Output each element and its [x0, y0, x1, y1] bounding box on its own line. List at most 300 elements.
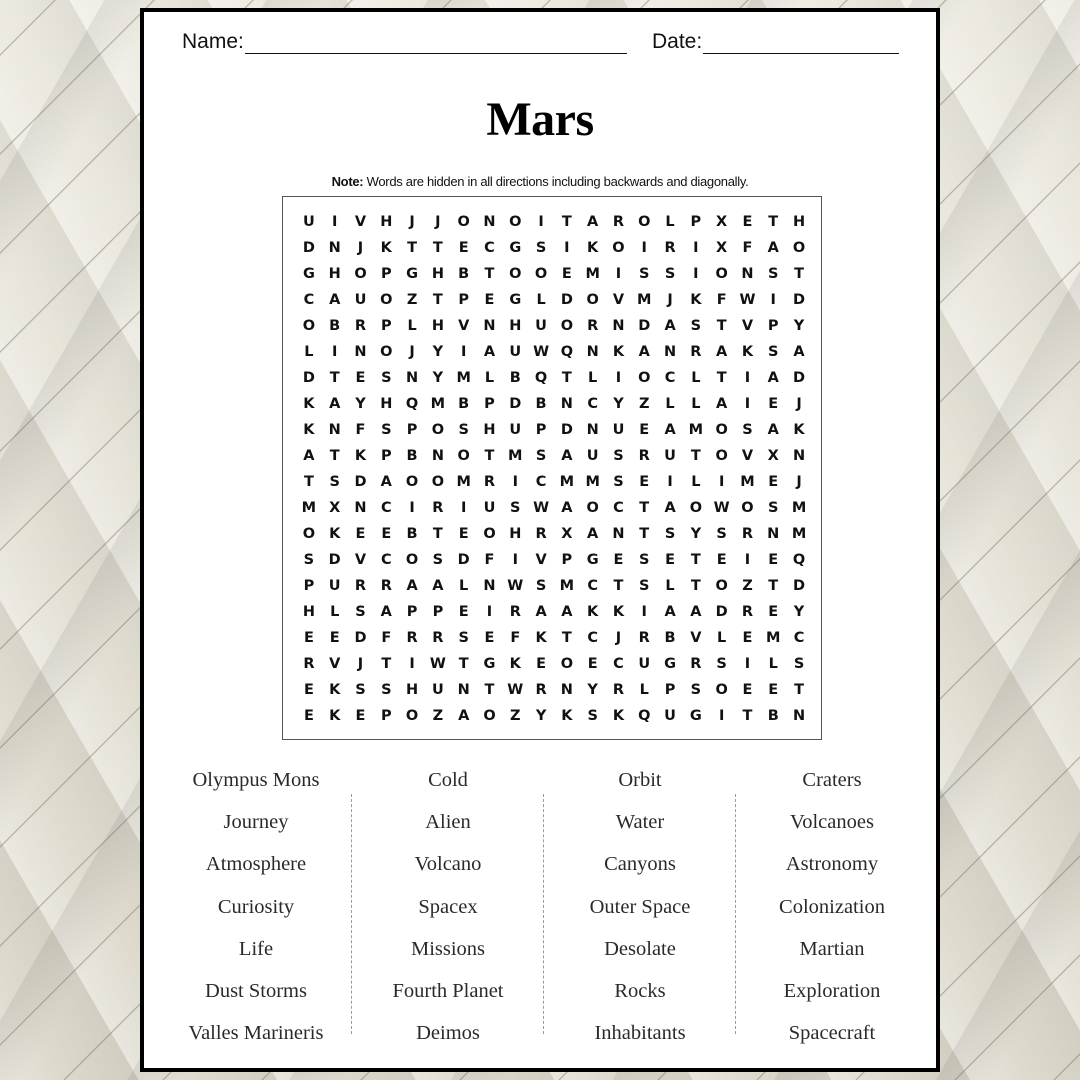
grid-cell[interactable]: S	[664, 526, 676, 542]
grid-cell[interactable]: D	[302, 370, 315, 386]
grid-cell[interactable]: R	[406, 630, 418, 646]
grid-cell[interactable]: M	[791, 526, 807, 542]
grid-cell[interactable]: E	[381, 526, 392, 542]
grid-cell[interactable]: D	[457, 552, 470, 568]
grid-cell[interactable]: T	[484, 448, 495, 464]
grid-cell[interactable]: T	[690, 552, 701, 568]
grid-cell[interactable]: K	[587, 240, 599, 256]
grid-cell[interactable]: C	[380, 552, 392, 568]
grid-cell[interactable]: I	[718, 708, 725, 724]
grid-cell[interactable]: M	[585, 474, 600, 490]
grid-cell[interactable]: U	[483, 500, 496, 516]
grid-cell[interactable]: Z	[742, 578, 753, 594]
grid-cell[interactable]: L	[536, 292, 546, 308]
grid-cell[interactable]: E	[458, 526, 469, 542]
grid-cell[interactable]: T	[381, 656, 392, 672]
grid-cell[interactable]: N	[406, 370, 419, 386]
grid-cell[interactable]: E	[639, 422, 650, 438]
name-field[interactable]	[182, 30, 627, 54]
grid-cell[interactable]: E	[329, 630, 340, 646]
grid-cell[interactable]: Z	[639, 396, 650, 412]
grid-cell[interactable]: R	[612, 682, 625, 698]
grid-cell[interactable]: K	[380, 240, 392, 256]
grid-cell[interactable]: A	[793, 344, 805, 360]
grid-cell[interactable]: O	[560, 656, 574, 672]
grid-cell[interactable]: N	[328, 240, 341, 256]
grid-cell[interactable]: H	[328, 266, 341, 282]
grid-cell[interactable]: C	[613, 500, 624, 516]
grid-cell[interactable]: N	[663, 344, 677, 360]
grid-cell[interactable]: U	[612, 422, 625, 438]
grid-cell[interactable]: B	[406, 526, 418, 542]
grid-cell[interactable]: K	[690, 292, 702, 308]
grid-cell[interactable]: L	[768, 656, 778, 672]
grid-cell[interactable]: S	[664, 266, 676, 282]
grid-cell[interactable]: H	[792, 214, 806, 230]
grid-cell[interactable]: K	[612, 708, 625, 724]
grid-cell[interactable]: O	[483, 526, 496, 542]
grid-cell[interactable]: I	[331, 214, 338, 230]
grid-cell[interactable]: E	[458, 604, 469, 620]
grid-cell[interactable]: O	[638, 214, 651, 230]
grid-cell[interactable]: I	[744, 396, 751, 412]
grid-cell[interactable]: L	[484, 370, 495, 386]
grid-cell[interactable]: K	[587, 604, 599, 620]
grid-cell[interactable]: S	[613, 474, 624, 490]
grid-cell[interactable]: O	[586, 500, 599, 516]
grid-cell[interactable]: K	[329, 682, 341, 698]
grid-cell[interactable]: X	[716, 214, 728, 230]
grid-cell[interactable]: V	[329, 656, 341, 672]
grid-cell[interactable]: D	[793, 292, 806, 308]
grid-cell[interactable]: J	[409, 344, 415, 360]
grid-cell[interactable]: D	[638, 318, 651, 334]
grid-cell[interactable]: I	[744, 656, 751, 672]
grid-cell[interactable]: K	[612, 604, 625, 620]
grid-cell[interactable]: M	[508, 448, 523, 464]
grid-cell[interactable]: D	[509, 396, 522, 412]
grid-cell[interactable]: C	[613, 656, 624, 672]
grid-cell[interactable]: F	[355, 422, 366, 438]
grid-cell[interactable]: M	[740, 474, 755, 490]
grid-cell[interactable]: V	[612, 292, 625, 308]
grid-cell[interactable]: Z	[406, 292, 418, 308]
grid-cell[interactable]: G	[509, 240, 522, 256]
grid-cell[interactable]: R	[354, 578, 367, 594]
grid-cell[interactable]: Y	[587, 682, 598, 698]
grid-cell[interactable]: O	[405, 552, 419, 568]
grid-cell[interactable]: I	[486, 604, 493, 620]
grid-cell[interactable]: G	[664, 656, 676, 672]
grid-cell[interactable]: I	[641, 240, 647, 256]
grid-cell[interactable]: S	[690, 682, 702, 698]
grid-cell[interactable]: J	[357, 240, 364, 256]
grid-cell[interactable]: A	[767, 422, 779, 438]
grid-cell[interactable]: G	[406, 266, 419, 282]
grid-cell[interactable]: F	[484, 552, 495, 568]
grid-cell[interactable]: R	[690, 344, 702, 360]
grid-cell[interactable]: N	[792, 448, 806, 464]
grid-cell[interactable]: S	[458, 630, 469, 646]
grid-cell[interactable]: E	[303, 708, 314, 724]
grid-cell[interactable]: C	[484, 240, 495, 256]
grid-cell[interactable]: N	[483, 214, 496, 230]
grid-cell[interactable]: E	[742, 682, 753, 698]
grid-cell[interactable]: N	[431, 448, 444, 464]
grid-cell[interactable]: A	[664, 500, 676, 516]
grid-cell[interactable]: R	[741, 526, 754, 542]
grid-cell[interactable]: H	[509, 526, 522, 542]
grid-cell[interactable]: T	[639, 500, 650, 516]
grid-cell[interactable]: B	[535, 396, 547, 412]
grid-cell[interactable]: E	[484, 292, 495, 308]
grid-cell[interactable]: P	[458, 292, 469, 308]
grid-cell[interactable]: D	[354, 474, 367, 490]
grid-cell[interactable]: W	[507, 578, 524, 594]
grid-cell[interactable]: E	[561, 266, 572, 282]
grid-cell[interactable]: E	[768, 552, 779, 568]
name-blank-line[interactable]	[245, 33, 627, 54]
grid-cell[interactable]: D	[354, 630, 367, 646]
grid-cell[interactable]: C	[793, 630, 805, 646]
grid-cell[interactable]: L	[588, 370, 598, 386]
grid-cell[interactable]: D	[560, 292, 573, 308]
grid-cell[interactable]: A	[432, 578, 444, 594]
grid-cell[interactable]: K	[329, 526, 341, 542]
grid-cell[interactable]: T	[458, 656, 469, 672]
grid-cell[interactable]: A	[664, 422, 676, 438]
grid-cell[interactable]: U	[509, 422, 522, 438]
grid-cell[interactable]: I	[460, 500, 467, 516]
grid-cell[interactable]: O	[431, 422, 445, 438]
grid-cell[interactable]: N	[457, 682, 470, 698]
grid-cell[interactable]: U	[354, 292, 367, 308]
grid-cell[interactable]: H	[431, 318, 444, 334]
grid-cell[interactable]: J	[667, 292, 673, 308]
grid-cell[interactable]: X	[329, 500, 341, 516]
grid-cell[interactable]: N	[354, 344, 367, 360]
grid-cell[interactable]: N	[586, 344, 599, 360]
grid-cell[interactable]: T	[690, 578, 701, 594]
grid-cell[interactable]: N	[612, 318, 625, 334]
grid-cell[interactable]: P	[664, 682, 676, 698]
grid-cell[interactable]: W	[533, 500, 550, 516]
grid-cell[interactable]: X	[716, 240, 728, 256]
grid-cell[interactable]: T	[768, 214, 779, 230]
grid-cell[interactable]: B	[664, 630, 676, 646]
grid-cell[interactable]: F	[381, 630, 392, 646]
grid-cell[interactable]: R	[354, 318, 367, 334]
grid-cell[interactable]: Q	[560, 344, 574, 360]
grid-cell[interactable]: S	[535, 448, 547, 464]
grid-cell[interactable]: A	[561, 500, 573, 516]
grid-cell[interactable]: S	[355, 604, 366, 620]
grid-cell[interactable]: A	[767, 240, 779, 256]
grid-cell[interactable]: B	[767, 708, 779, 724]
grid-cell[interactable]: S	[793, 656, 805, 672]
grid-cell[interactable]: J	[796, 474, 802, 490]
grid-cell[interactable]: X	[561, 526, 573, 542]
grid-cell[interactable]: I	[770, 292, 776, 308]
grid-cell[interactable]: U	[328, 578, 341, 594]
grid-cell[interactable]: B	[458, 396, 470, 412]
date-blank-line[interactable]	[703, 33, 899, 54]
grid-cell[interactable]: F	[742, 240, 753, 256]
grid-cell[interactable]: D	[302, 240, 315, 256]
grid-cell[interactable]: U	[509, 344, 522, 360]
grid-cell[interactable]: M	[585, 266, 600, 282]
grid-cell[interactable]: A	[587, 526, 599, 542]
grid-cell[interactable]: S	[535, 240, 547, 256]
grid-cell[interactable]: I	[409, 500, 415, 516]
grid-cell[interactable]: S	[535, 578, 547, 594]
grid-cell[interactable]: V	[741, 448, 754, 464]
grid-cell[interactable]: T	[742, 708, 753, 724]
grid-cell[interactable]: Q	[534, 370, 548, 386]
grid-cell[interactable]: L	[330, 604, 340, 620]
grid-cell[interactable]: Z	[432, 708, 444, 724]
grid-cell[interactable]: R	[432, 630, 444, 646]
grid-cell[interactable]: A	[380, 604, 392, 620]
grid-cell[interactable]: O	[612, 240, 625, 256]
grid-cell[interactable]: H	[380, 396, 393, 412]
grid-cell[interactable]: S	[432, 552, 444, 568]
grid-cell[interactable]: M	[688, 422, 704, 438]
grid-cell[interactable]: C	[587, 396, 598, 412]
grid-cell[interactable]: M	[791, 500, 807, 516]
grid-cell[interactable]: I	[744, 552, 751, 568]
grid-cell[interactable]: Y	[690, 526, 702, 542]
grid-cell[interactable]: V	[458, 318, 470, 334]
grid-cell[interactable]: D	[328, 552, 341, 568]
grid-cell[interactable]: I	[615, 266, 622, 282]
grid-cell[interactable]: S	[458, 422, 469, 438]
grid-cell[interactable]: W	[429, 656, 446, 672]
grid-cell[interactable]: P	[561, 552, 573, 568]
grid-cell[interactable]: W	[533, 344, 550, 360]
grid-cell[interactable]: I	[718, 474, 725, 490]
grid-cell[interactable]: B	[406, 448, 418, 464]
grid-cell[interactable]: L	[691, 370, 701, 386]
grid-cell[interactable]: L	[407, 318, 417, 334]
grid-cell[interactable]: L	[665, 396, 675, 412]
grid-cell[interactable]: S	[742, 422, 753, 438]
grid-cell[interactable]: P	[380, 708, 392, 724]
grid-cell[interactable]: M	[559, 578, 575, 594]
grid-cell[interactable]: B	[509, 370, 521, 386]
grid-cell[interactable]: W	[739, 292, 756, 308]
grid-cell[interactable]: W	[713, 500, 730, 516]
grid-cell[interactable]: E	[742, 630, 753, 646]
grid-cell[interactable]: H	[431, 266, 444, 282]
grid-cell[interactable]: I	[744, 370, 751, 386]
grid-cell[interactable]: O	[483, 708, 496, 724]
grid-cell[interactable]: M	[559, 474, 575, 490]
grid-cell[interactable]: T	[303, 474, 314, 490]
grid-cell[interactable]: P	[767, 318, 779, 334]
grid-cell[interactable]: K	[535, 630, 547, 646]
grid-cell[interactable]: K	[612, 344, 625, 360]
grid-cell[interactable]: M	[430, 396, 446, 412]
grid-cell[interactable]: P	[380, 266, 392, 282]
grid-cell[interactable]: P	[380, 318, 392, 334]
grid-cell[interactable]: U	[664, 708, 676, 724]
grid-cell[interactable]: T	[484, 682, 495, 698]
grid-cell[interactable]: O	[354, 266, 367, 282]
grid-cell[interactable]: T	[768, 578, 779, 594]
grid-cell[interactable]: K	[509, 656, 521, 672]
grid-cell[interactable]: E	[768, 682, 779, 698]
grid-cell[interactable]: S	[639, 578, 650, 594]
grid-cell[interactable]: T	[794, 266, 804, 282]
grid-cell[interactable]: E	[768, 604, 779, 620]
grid-cell[interactable]: P	[484, 396, 495, 412]
grid-cell[interactable]: S	[716, 526, 727, 542]
grid-cell[interactable]: O	[405, 708, 419, 724]
grid-cell[interactable]: S	[303, 552, 315, 568]
grid-cell[interactable]: A	[664, 604, 676, 620]
grid-cell[interactable]: K	[303, 396, 315, 412]
grid-cell[interactable]: O	[689, 500, 703, 516]
grid-cell[interactable]: P	[406, 604, 418, 620]
grid-cell[interactable]: I	[693, 266, 699, 282]
grid-cell[interactable]: O	[715, 266, 728, 282]
grid-cell[interactable]: E	[303, 682, 314, 698]
grid-cell[interactable]: T	[329, 370, 340, 386]
grid-cell[interactable]: T	[690, 448, 701, 464]
grid-cell[interactable]: V	[690, 630, 702, 646]
grid-cell[interactable]: S	[510, 500, 521, 516]
grid-cell[interactable]: D	[715, 604, 728, 620]
grid-cell[interactable]: P	[535, 422, 547, 438]
grid-cell[interactable]: S	[613, 448, 624, 464]
grid-cell[interactable]: I	[667, 474, 673, 490]
letter-grid[interactable]	[296, 209, 812, 729]
grid-cell[interactable]: T	[432, 292, 443, 308]
grid-cell[interactable]: Y	[793, 318, 805, 334]
grid-cell[interactable]: C	[587, 630, 598, 646]
grid-cell[interactable]: E	[665, 552, 675, 568]
grid-cell[interactable]: Q	[638, 708, 651, 724]
grid-cell[interactable]: Q	[792, 552, 806, 568]
grid-cell[interactable]: S	[768, 266, 779, 282]
grid-cell[interactable]: I	[564, 240, 570, 256]
grid-cell[interactable]: O	[431, 474, 445, 490]
grid-cell[interactable]: T	[639, 526, 650, 542]
grid-cell[interactable]: M	[637, 292, 652, 308]
grid-cell[interactable]: T	[613, 578, 624, 594]
grid-cell[interactable]: V	[354, 552, 367, 568]
grid-cell[interactable]: U	[535, 318, 547, 334]
grid-cell[interactable]: E	[303, 630, 314, 646]
grid-cell[interactable]: Z	[510, 708, 521, 724]
grid-cell[interactable]: T	[716, 370, 727, 386]
grid-cell[interactable]: L	[665, 578, 675, 594]
grid-cell[interactable]: J	[409, 214, 415, 230]
grid-cell[interactable]: S	[768, 500, 779, 516]
grid-cell[interactable]: C	[587, 578, 598, 594]
grid-cell[interactable]: D	[793, 578, 806, 594]
grid-cell[interactable]: M	[766, 630, 781, 646]
grid-cell[interactable]: A	[329, 396, 341, 412]
grid-cell[interactable]: J	[615, 630, 622, 646]
grid-cell[interactable]: I	[538, 214, 544, 230]
grid-cell[interactable]: O	[457, 214, 470, 230]
grid-cell[interactable]: E	[716, 552, 727, 568]
grid-cell[interactable]: O	[302, 526, 316, 542]
grid-cell[interactable]: O	[380, 344, 393, 360]
grid-cell[interactable]: M	[456, 474, 471, 490]
grid-cell[interactable]: T	[407, 240, 418, 256]
grid-cell[interactable]: T	[484, 266, 495, 282]
grid-cell[interactable]: R	[380, 578, 392, 594]
grid-cell[interactable]: S	[381, 370, 392, 386]
grid-cell[interactable]: E	[639, 474, 650, 490]
grid-cell[interactable]: K	[741, 344, 754, 360]
grid-cell[interactable]: L	[717, 630, 727, 646]
grid-cell[interactable]: Q	[405, 396, 419, 412]
grid-cell[interactable]: S	[355, 682, 366, 698]
grid-cell[interactable]: H	[509, 318, 522, 334]
grid-cell[interactable]: T	[561, 370, 572, 386]
grid-cell[interactable]: U	[586, 448, 599, 464]
grid-cell[interactable]: R	[535, 526, 547, 542]
grid-cell[interactable]: A	[638, 344, 650, 360]
grid-cell[interactable]: A	[561, 448, 573, 464]
grid-cell[interactable]: S	[639, 552, 650, 568]
grid-cell[interactable]: F	[510, 630, 521, 646]
grid-cell[interactable]: A	[535, 604, 547, 620]
grid-cell[interactable]: P	[380, 448, 392, 464]
grid-cell[interactable]: C	[380, 500, 392, 516]
grid-cell[interactable]: H	[380, 214, 393, 230]
grid-cell[interactable]: L	[639, 682, 649, 698]
grid-cell[interactable]: S	[381, 422, 392, 438]
grid-cell[interactable]: P	[432, 604, 444, 620]
grid-cell[interactable]: E	[768, 474, 779, 490]
grid-cell[interactable]: O	[302, 318, 316, 334]
grid-cell[interactable]: Y	[432, 370, 444, 386]
grid-cell[interactable]: T	[794, 682, 804, 698]
grid-cell[interactable]: A	[458, 708, 470, 724]
grid-cell[interactable]: R	[741, 604, 754, 620]
grid-cell[interactable]: G	[689, 708, 702, 724]
grid-cell[interactable]: Y	[793, 604, 805, 620]
grid-cell[interactable]: I	[409, 656, 415, 672]
grid-cell[interactable]: S	[716, 656, 727, 672]
grid-cell[interactable]: K	[329, 708, 341, 724]
grid-cell[interactable]: N	[483, 578, 496, 594]
grid-cell[interactable]: O	[715, 422, 728, 438]
grid-cell[interactable]: U	[431, 682, 444, 698]
grid-cell[interactable]: K	[354, 448, 367, 464]
grid-cell[interactable]: O	[509, 214, 522, 230]
grid-cell[interactable]: A	[561, 604, 573, 620]
grid-cell[interactable]: H	[483, 422, 496, 438]
grid-cell[interactable]: O	[405, 474, 419, 490]
grid-cell[interactable]: N	[328, 422, 341, 438]
grid-cell[interactable]: E	[613, 552, 624, 568]
grid-cell[interactable]: L	[691, 396, 701, 412]
grid-cell[interactable]: N	[586, 422, 599, 438]
grid-cell[interactable]: R	[638, 630, 650, 646]
grid-cell[interactable]: O	[560, 318, 574, 334]
grid-cell[interactable]: F	[716, 292, 727, 308]
grid-cell[interactable]: T	[432, 240, 443, 256]
grid-cell[interactable]: U	[664, 448, 676, 464]
grid-cell[interactable]: I	[460, 344, 467, 360]
grid-cell[interactable]: U	[638, 656, 651, 672]
